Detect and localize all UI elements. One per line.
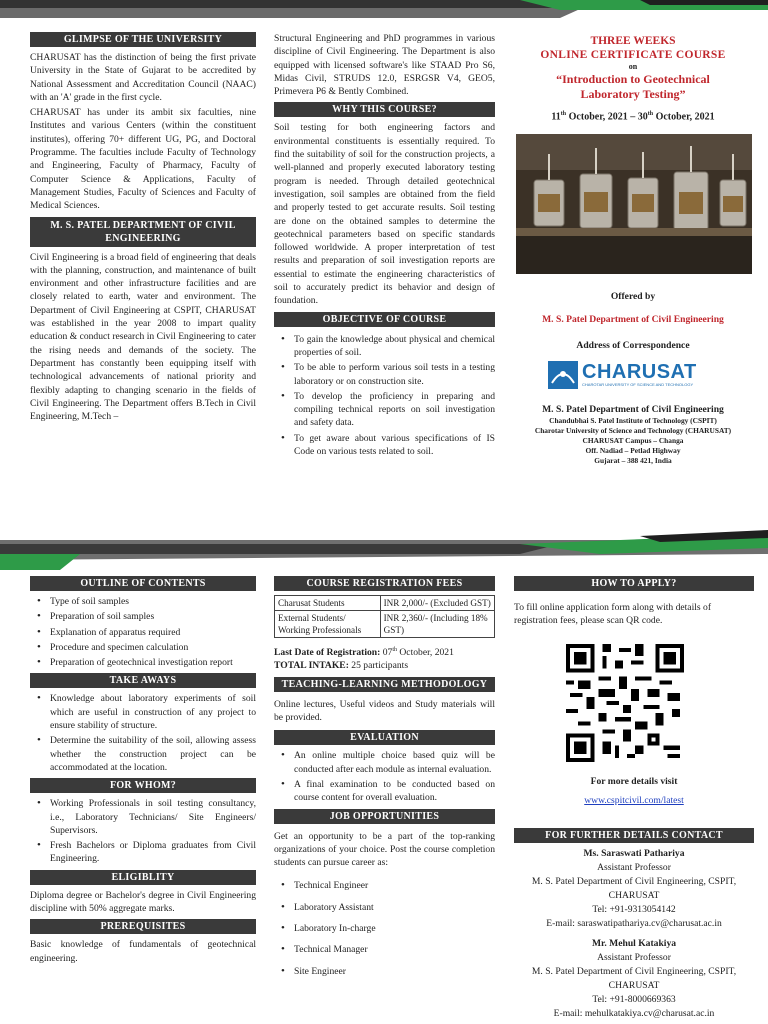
teaching-heading: TEACHING-LEARNING METHODOLOGY [274,677,495,692]
cover-course-type: ONLINE CERTIFICATE COURSE [540,49,726,61]
forwhom-heading: FOR WHOM? [30,778,256,793]
cover-dates: 11th October, 2021 – 30th October, 2021 [551,111,715,123]
objective-list [274,333,495,459]
offered-block [512,290,754,352]
list-item: • Laboratory In-charge [280,922,495,935]
list-item: • An online multiple choice based quiz will be conducted after each module as internal evaluation. [280,749,495,776]
more-details-label: For more details visit [590,776,678,787]
list-item: • Site Engineer [280,965,495,978]
column-middle-page1 [274,32,495,460]
glimpse-para-1: CHARUSAT has the distinction of being the first private University in the State of Gujarat to be accredited by National Assessment and Accreditation Council (NAAC) with an 'A' grade in the first cycle. [30,52,256,103]
contact-dept: M. S. Patel Department of Civil Engineering, CSPIT, CHARUSAT [531,966,737,991]
list-item: • Laboratory Assistant [280,901,495,914]
evaluation-list [274,749,495,804]
contact-dept: M. S. Patel Department of Civil Engineering, CSPIT, CHARUSAT [531,876,737,901]
fees-cell: INR 2,360/- (Including 18% GST) [380,611,494,638]
column-right-page2 [514,576,754,628]
list-item: • To get aware about various specifications of IS Code on various tests related to soil. [280,432,495,459]
list-item: • Explanation of apparatus required [36,626,256,639]
list-item: • Determine the suitability of the soil, allowing assess whether the construction project can be accommodated at the location. [36,734,256,774]
qr-code-icon [566,644,684,762]
logo-wordmark: CHARUSAT [582,361,697,383]
glimpse-para-2: CHARUSAT has under its ambit six faculties, nine Institutes and various Centers (within the constituent institutes), offering 70+ different UG, PG, and Doctoral Programme. The faculties include Faculty of Technology and Engineering, Faculty of Pharmacy, Faculty of Computer Science & Applications, Faculty of Management Studies, Faculty of Sciences and Faculty of Medical Sciences. [30,107,256,212]
fees-cell: INR 2,000/- (Excluded GST) [380,596,494,611]
list-item: • To be able to perform various soil tests in a testing laboratory or on construction site. [280,361,495,388]
contact-name: Mr. Mehul Katakiya [591,938,677,949]
list-item: • To gain the knowledge about physical and chemical properties of soil. [280,333,495,360]
list-item: • Preparation of geotechnical investigation report [36,656,256,669]
contact-heading: FOR FURTHER DETAILS CONTACT [514,828,754,843]
list-item: • Technical Manager [280,943,495,956]
website-link[interactable]: www.cspitcivil.com/latest [584,795,684,807]
teaching-para: Online lectures, Useful videos and Study materials will be provided. [274,698,495,724]
address-line: Gujarat – 388 421, India [594,456,672,465]
list-item: • A final examination to be conducted based on course content for overall evaluation. [280,778,495,805]
more-details-block [514,775,754,808]
why-heading: WHY THIS COURSE? [274,102,495,117]
address-line: Charotar University of Science and Technology (CHARUSAT) [534,426,732,435]
table-row [275,611,495,638]
address-block [512,404,754,466]
eligibility-para: Diploma degree or Bachelor's degree in Civil Engineering discipline with 50% aggregate marks. [30,889,256,915]
band-graphic [0,530,768,570]
jobs-heading: JOB OPPORTUNITIES [274,809,495,824]
lab-equipment-photo [516,134,752,274]
contact-role: Assistant Professor [597,952,671,963]
apply-para: To fill online application form along with details of registration fees, please scan QR code. [514,602,712,627]
contact-block [514,828,754,1021]
registration-qr-code[interactable] [566,644,684,762]
fees-cell: External Students/ Working Professionals [275,611,381,638]
forwhom-list [30,797,256,865]
contact-tel: Tel: +91-8000669363 [592,994,676,1005]
department-heading: M. S. PATEL DEPARTMENT OF CIVIL ENGINEERING [30,217,256,247]
address-line: CHARUSAT Campus – Changa [582,436,684,445]
takeaways-list [30,692,256,774]
stripe-graphic [0,0,768,26]
offered-by-label: Offered by [610,291,656,302]
list-item: • Fresh Bachelors or Diploma graduates from Civil Engineering. [36,839,256,866]
prereq-heading: PREREQUISITES [30,919,256,934]
list-item: • Preparation of soil samples [36,610,256,623]
address-department: M. S. Patel Department of Civil Engineering [542,404,724,415]
column-left-page2 [30,576,256,967]
address-title: Address of Correspondence [576,339,690,351]
outline-list [30,595,256,669]
address-line: Chandubhai S. Patel Institute of Technology (CSPIT) [549,416,717,425]
department-para: Civil Engineering is a broad field of engineering that deals with the planning, construction, and maintenance of built environment and other infrastructure facilities and are closely related to earth, water and environment. The Department of Civil Engineering at CSPIT, CHARUSAT was established in the year 2008 to impart quality education & conduct research in Civil Engineering to cater the rising needs and demands of the society. The Department has constantly been equipping itself with technological advancements of national priority and flexibly adapting to changing scenario in the fields of Civil Engineering. The Department offers B.Tech in Civil Engineering, M.Tech – [30,251,256,423]
prereq-para: Basic knowledge of fundamentals of geotechnical engineering. [30,939,256,964]
list-item: • Working Professionals in soil testing consultancy, i.e., Laboratory Technicians/ Site Engineers/ Supervisors. [36,797,256,837]
logo-subtitle: CHAROTAR UNIVERSITY OF SCIENCE AND TECHNOLOGY [582,382,694,387]
middle-decorative-band [0,530,768,570]
last-date: Last Date of Registration: 07th October, 2021 [274,647,454,659]
cover-on: on [628,62,638,71]
evaluation-heading: EVALUATION [274,730,495,745]
takeaways-heading: TAKE AWAYS [30,673,256,688]
department-para-continued: Structural Engineering and PhD programmes in various discipline of Civil Engineering. The Department is also equipped with licensed software's like STAAD Pro S6, Midas Civil, STRUDS 12.0, ESRGSR V4, GEO5, Primevera P6 & Bently Combined. [274,33,495,98]
contact-email[interactable]: E-mail: saraswatipathariya.cv@charusat.ac.in [546,918,722,929]
glimpse-heading: GLIMPSE OF THE UNIVERSITY [30,32,256,47]
jobs-para: Get an opportunity to be a part of the top-ranking organizations of your choice. Post the course completion students can pursue career as: [274,830,495,869]
list-item: • Type of soil samples [36,595,256,608]
total-intake: TOTAL INTAKE: 25 participants [274,660,409,672]
objective-heading: OBJECTIVE OF COURSE [274,312,495,327]
jobs-list [274,879,495,977]
cover-duration: THREE WEEKS [590,35,676,47]
charusat-logo [548,361,704,389]
contact-tel: Tel: +91-9313054142 [592,904,676,915]
cover-course-title: “Introduction to Geotechnical Laboratory Testing” [556,72,710,101]
offered-department: M. S. Patel Department of Civil Engineering [542,314,724,326]
why-para: Soil testing for both engineering factors and environmental constituents is essentially required. To find the suitability of soil for the construction projects, a well-planned and properly executed laboratory testing program is needed. Through detailed geotechnical investigation, soil samples are obtained from the field and properly tested to get accurate results. Soil testing are done on the obtained samples to determine the geotechnical parameters based on specific standards followed worldwide. A proper interpretation of test results and preparation of soil investigation reports are essential to estimate the engineering characteristics of soil to accurately predict its behavior and design of foundation. [274,122,495,307]
list-item: • To develop the proficiency in preparing and compiling technical reports on soil investigation and safety data. [280,390,495,430]
list-item: • Procedure and specimen calculation [36,641,256,654]
eligibility-heading: ELIGIBLITY [30,870,256,885]
contact-name: Ms. Saraswati Pathariya [583,848,685,859]
list-item: • Technical Engineer [280,879,495,892]
fees-cell: Charusat Students [275,596,381,611]
contact-email[interactable]: E-mail: mehulkatakiya.cv@charusat.ac.in [553,1008,715,1019]
table-row [275,596,495,611]
top-decorative-stripe [0,0,768,26]
list-item: • Knowledge about laboratory experiments of soil which are useful in construction of any project to ensure stability of structure. [36,692,256,732]
column-left-page1 [30,32,256,425]
fees-heading: COURSE REGISTRATION FEES [274,576,495,591]
fees-table [274,595,495,638]
outline-heading: OUTLINE OF CONTENTS [30,576,256,591]
apply-heading: HOW TO APPLY? [514,576,754,591]
cover-column [512,34,754,124]
column-middle-page2 [274,576,495,986]
contact-role: Assistant Professor [597,862,671,873]
address-line: Off. Nadiad – Petlad Highway [585,446,681,455]
